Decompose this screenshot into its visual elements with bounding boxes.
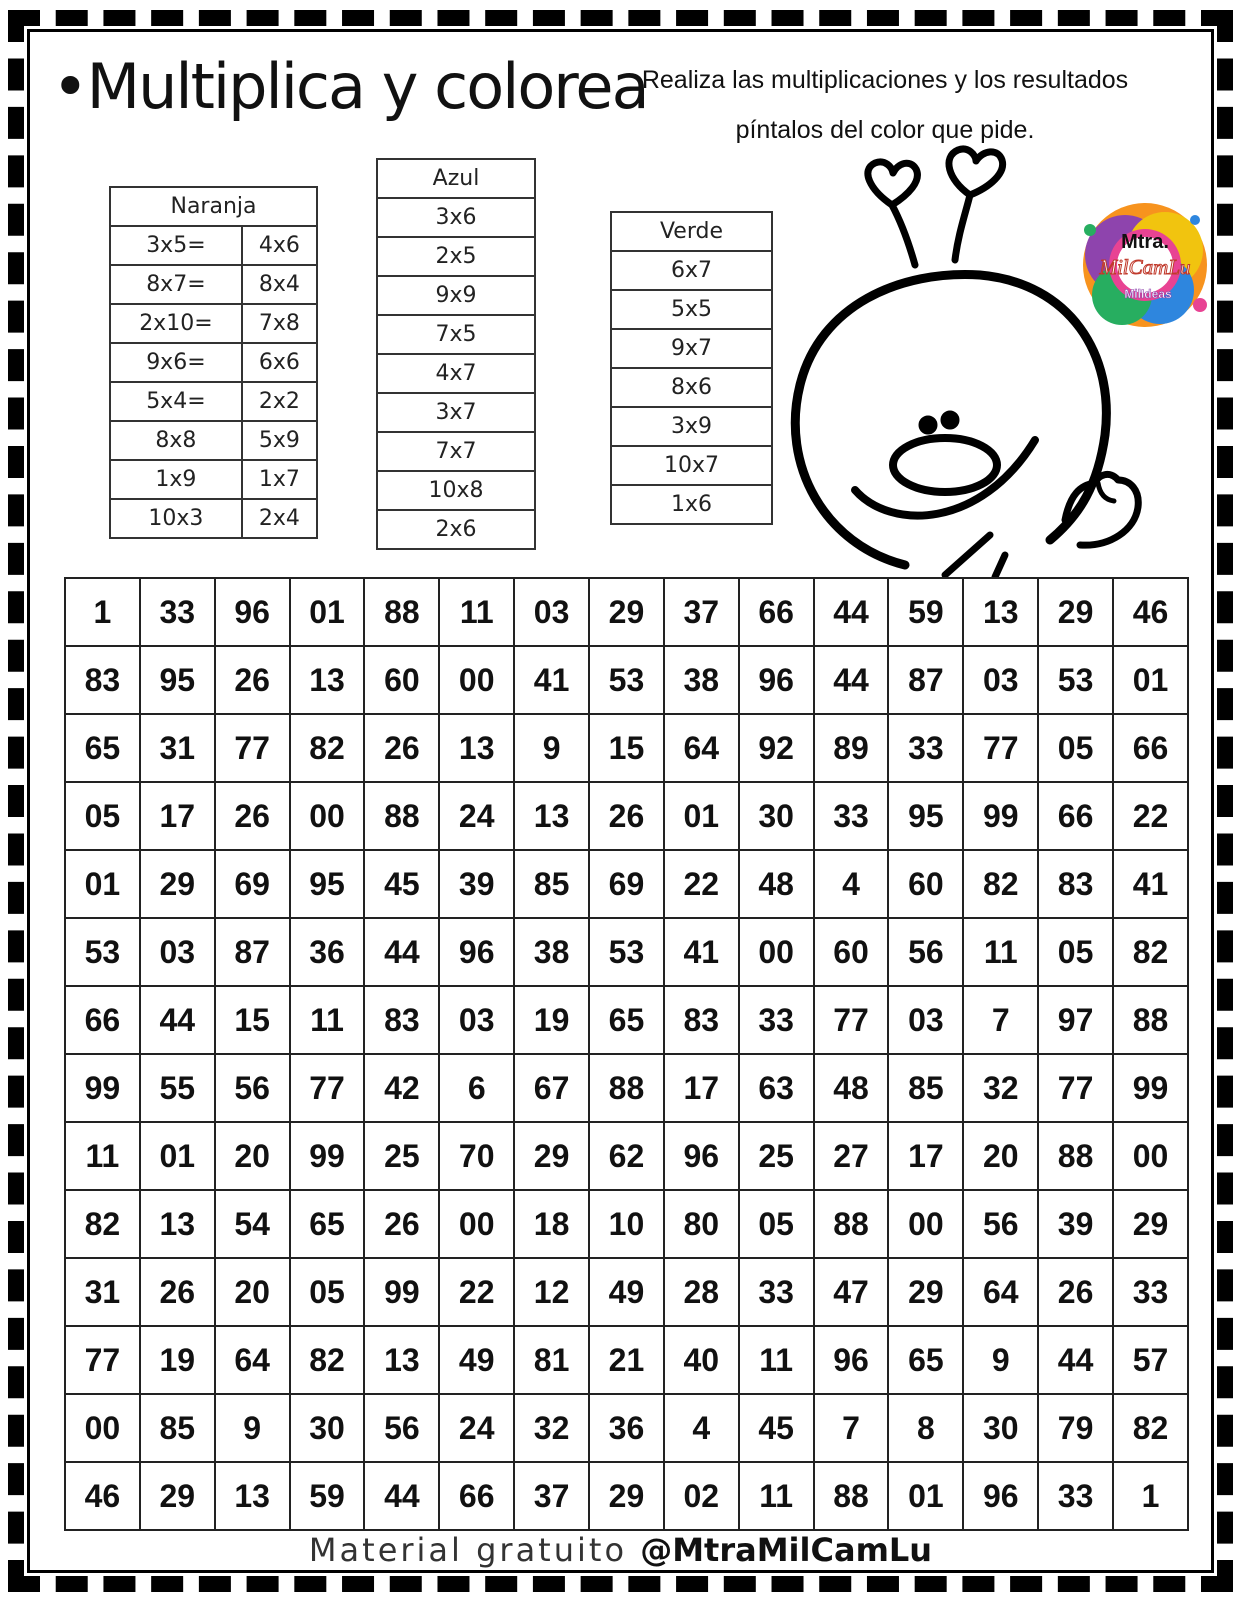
verde-row: [611, 329, 772, 368]
grid-cell[interactable]: 01: [140, 1122, 215, 1190]
grid-cell[interactable]: 44: [140, 986, 215, 1054]
grid-cell[interactable]: 33: [814, 782, 889, 850]
grid-cell[interactable]: 11: [739, 1326, 814, 1394]
grid-cell[interactable]: 77: [814, 986, 889, 1054]
grid-cell[interactable]: 31: [140, 714, 215, 782]
grid-cell[interactable]: 65: [888, 1326, 963, 1394]
grid-cell[interactable]: 69: [589, 850, 664, 918]
grid-cell[interactable]: 99: [364, 1258, 439, 1326]
logo-line2: MilCamLu: [1099, 255, 1191, 279]
grid-cell[interactable]: 17: [664, 1054, 739, 1122]
grid-cell[interactable]: 39: [439, 850, 514, 918]
grid-cell[interactable]: 56: [215, 1054, 290, 1122]
grid-cell[interactable]: 56: [963, 1190, 1038, 1258]
grid-cell[interactable]: 88: [364, 782, 439, 850]
grid-cell[interactable]: 38: [664, 646, 739, 714]
verde-table: [610, 211, 773, 525]
grid-cell[interactable]: 96: [439, 918, 514, 986]
grid-cell[interactable]: 05: [290, 1258, 365, 1326]
grid-cell[interactable]: 15: [215, 986, 290, 1054]
grid-cell[interactable]: 85: [140, 1394, 215, 1462]
grid-cell[interactable]: 60: [814, 918, 889, 986]
azul-cell: 7x7: [377, 432, 535, 471]
grid-cell[interactable]: 13: [140, 1190, 215, 1258]
grid-cell[interactable]: 22: [1113, 782, 1188, 850]
number-grid: [64, 577, 1189, 1531]
grid-cell[interactable]: 47: [814, 1258, 889, 1326]
azul-cell: 2x6: [377, 510, 535, 549]
grid-cell[interactable]: 45: [739, 1394, 814, 1462]
grid-cell[interactable]: 8: [888, 1394, 963, 1462]
grid-cell[interactable]: 66: [1113, 714, 1188, 782]
grid-cell[interactable]: 11: [290, 986, 365, 1054]
naranja-row: [110, 304, 317, 343]
grid-cell[interactable]: 83: [364, 986, 439, 1054]
naranja-row: [110, 382, 317, 421]
grid-cell[interactable]: 26: [215, 646, 290, 714]
verde-row: [611, 290, 772, 329]
grid-cell[interactable]: 44: [814, 578, 889, 646]
grid-cell[interactable]: 88: [814, 1462, 889, 1530]
grid-cell[interactable]: 05: [1038, 714, 1113, 782]
grid-cell[interactable]: 89: [814, 714, 889, 782]
verde-cell: 10x7: [611, 446, 772, 485]
grid-cell[interactable]: 03: [963, 646, 1038, 714]
grid-cell[interactable]: 33: [1038, 1462, 1113, 1530]
naranja-row: [110, 265, 317, 304]
grid-row: [65, 986, 1188, 1054]
grid-cell[interactable]: 40: [664, 1326, 739, 1394]
grid-cell[interactable]: 25: [364, 1122, 439, 1190]
grid-cell[interactable]: 36: [290, 918, 365, 986]
grid-cell[interactable]: 17: [888, 1122, 963, 1190]
grid-cell[interactable]: 33: [739, 1258, 814, 1326]
grid-cell[interactable]: 13: [364, 1326, 439, 1394]
grid-cell[interactable]: 44: [1038, 1326, 1113, 1394]
grid-cell[interactable]: 85: [514, 850, 589, 918]
grid-cell[interactable]: 96: [963, 1462, 1038, 1530]
grid-cell[interactable]: 00: [439, 646, 514, 714]
instructions-text: Realiza las multiplicaciones y los resultados píntalos del color que pide.: [641, 66, 1129, 144]
grid-cell[interactable]: 82: [963, 850, 1038, 918]
grid-cell[interactable]: 66: [439, 1462, 514, 1530]
grid-cell[interactable]: 01: [1113, 646, 1188, 714]
naranja-header: Naranja: [110, 187, 317, 226]
footer-prefix: Material gratuito: [308, 1531, 641, 1569]
naranja-cell: 10x3: [110, 499, 242, 538]
grid-cell[interactable]: 99: [65, 1054, 140, 1122]
grid-row: [65, 1258, 1188, 1326]
azul-cell: 4x7: [377, 354, 535, 393]
grid-cell[interactable]: 45: [364, 850, 439, 918]
naranja-cell: 4x6: [242, 226, 317, 265]
grid-cell[interactable]: 19: [514, 986, 589, 1054]
grid-cell[interactable]: 37: [514, 1462, 589, 1530]
page-title: •Multiplica y colorea: [52, 50, 648, 123]
grid-cell[interactable]: 26: [364, 714, 439, 782]
grid-cell[interactable]: 13: [290, 646, 365, 714]
naranja-cell: 6x6: [242, 343, 317, 382]
grid-cell[interactable]: 83: [1038, 850, 1113, 918]
grid-cell[interactable]: 19: [140, 1326, 215, 1394]
grid-cell[interactable]: 88: [1113, 986, 1188, 1054]
azul-cell: 2x5: [377, 237, 535, 276]
grid-cell[interactable]: 48: [814, 1054, 889, 1122]
grid-cell[interactable]: 13: [215, 1462, 290, 1530]
naranja-row: [110, 343, 317, 382]
grid-cell[interactable]: 20: [215, 1122, 290, 1190]
grid-cell[interactable]: 29: [888, 1258, 963, 1326]
grid-cell[interactable]: 66: [739, 578, 814, 646]
grid-cell[interactable]: 02: [664, 1462, 739, 1530]
grid-cell[interactable]: 69: [215, 850, 290, 918]
grid-cell[interactable]: 00: [739, 918, 814, 986]
grid-cell[interactable]: 82: [290, 714, 365, 782]
grid-row: [65, 1054, 1188, 1122]
grid-row: [65, 1190, 1188, 1258]
naranja-cell: 9x6=: [110, 343, 242, 382]
grid-row: [65, 714, 1188, 782]
grid-cell[interactable]: 33: [888, 714, 963, 782]
grid-cell[interactable]: 11: [963, 918, 1038, 986]
grid-cell[interactable]: 41: [1113, 850, 1188, 918]
azul-cell: 7x5: [377, 315, 535, 354]
verde-cell: 1x6: [611, 485, 772, 524]
grid-cell[interactable]: 11: [439, 578, 514, 646]
grid-cell[interactable]: 03: [140, 918, 215, 986]
grid-cell[interactable]: 28: [664, 1258, 739, 1326]
grid-cell[interactable]: 10: [589, 1190, 664, 1258]
grid-row: [65, 646, 1188, 714]
grid-cell[interactable]: 53: [589, 918, 664, 986]
grid-cell[interactable]: 29: [589, 578, 664, 646]
mtra-milcamlu-logo: [1070, 190, 1220, 340]
grid-cell[interactable]: 00: [888, 1190, 963, 1258]
grid-cell[interactable]: 32: [963, 1054, 1038, 1122]
grid-row: [65, 1122, 1188, 1190]
grid-cell[interactable]: 17: [140, 782, 215, 850]
azul-row: [377, 198, 535, 237]
verde-header: Verde: [611, 212, 772, 251]
grid-cell[interactable]: 20: [963, 1122, 1038, 1190]
naranja-row: [110, 460, 317, 499]
grid-cell[interactable]: 15: [589, 714, 664, 782]
grid-cell[interactable]: 6: [439, 1054, 514, 1122]
grid-cell[interactable]: 44: [364, 1462, 439, 1530]
grid-cell[interactable]: 88: [589, 1054, 664, 1122]
logo-line1: Mtra.: [1121, 231, 1169, 253]
azul-row: [377, 471, 535, 510]
grid-cell[interactable]: 87: [215, 918, 290, 986]
grid-cell[interactable]: 59: [888, 578, 963, 646]
grid-cell[interactable]: 57: [1113, 1326, 1188, 1394]
naranja-row: [110, 226, 317, 265]
grid-cell[interactable]: 82: [1113, 918, 1188, 986]
naranja-cell: 2x2: [242, 382, 317, 421]
grid-cell[interactable]: 32: [514, 1394, 589, 1462]
naranja-cell: 8x8: [110, 421, 242, 460]
grid-cell[interactable]: 70: [439, 1122, 514, 1190]
grid-cell[interactable]: 01: [290, 578, 365, 646]
grid-cell[interactable]: 33: [739, 986, 814, 1054]
azul-header: Azul: [377, 159, 535, 198]
grid-cell[interactable]: 37: [664, 578, 739, 646]
azul-row: [377, 354, 535, 393]
grid-cell[interactable]: 56: [364, 1394, 439, 1462]
grid-cell[interactable]: 30: [290, 1394, 365, 1462]
grid-cell[interactable]: 4: [814, 850, 889, 918]
grid-cell[interactable]: 53: [1038, 646, 1113, 714]
grid-cell[interactable]: 20: [215, 1258, 290, 1326]
grid-cell[interactable]: 64: [215, 1326, 290, 1394]
grid-cell[interactable]: 53: [65, 918, 140, 986]
grid-cell[interactable]: 9: [514, 714, 589, 782]
grid-cell[interactable]: 03: [888, 986, 963, 1054]
grid-cell[interactable]: 59: [290, 1462, 365, 1530]
grid-cell[interactable]: 29: [140, 850, 215, 918]
grid-cell[interactable]: 96: [215, 578, 290, 646]
grid-cell[interactable]: 82: [1113, 1394, 1188, 1462]
grid-cell[interactable]: 85: [888, 1054, 963, 1122]
grid-cell[interactable]: 05: [739, 1190, 814, 1258]
grid-cell[interactable]: 7: [814, 1394, 889, 1462]
grid-cell[interactable]: 82: [290, 1326, 365, 1394]
grid-cell[interactable]: 38: [514, 918, 589, 986]
grid-cell[interactable]: 26: [364, 1190, 439, 1258]
naranja-cell: 5x9: [242, 421, 317, 460]
grid-cell[interactable]: 99: [290, 1122, 365, 1190]
grid-cell[interactable]: 03: [514, 578, 589, 646]
grid-cell[interactable]: 49: [439, 1326, 514, 1394]
grid-cell[interactable]: 30: [739, 782, 814, 850]
grid-cell[interactable]: 83: [65, 646, 140, 714]
naranja-cell: 8x7=: [110, 265, 242, 304]
grid-cell[interactable]: 33: [140, 578, 215, 646]
naranja-cell: 2x4: [242, 499, 317, 538]
grid-cell[interactable]: 01: [65, 850, 140, 918]
grid-cell[interactable]: 99: [963, 782, 1038, 850]
grid-cell[interactable]: 31: [65, 1258, 140, 1326]
grid-cell[interactable]: 05: [65, 782, 140, 850]
grid-cell[interactable]: 95: [888, 782, 963, 850]
grid-cell[interactable]: 29: [1038, 578, 1113, 646]
grid-row: [65, 918, 1188, 986]
grid-cell[interactable]: 00: [290, 782, 365, 850]
grid-cell[interactable]: 48: [739, 850, 814, 918]
naranja-cell: 2x10=: [110, 304, 242, 343]
grid-cell[interactable]: 24: [439, 782, 514, 850]
grid-cell[interactable]: 9: [963, 1326, 1038, 1394]
grid-cell[interactable]: 1: [1113, 1462, 1188, 1530]
grid-cell[interactable]: 65: [65, 714, 140, 782]
grid-cell[interactable]: 79: [1038, 1394, 1113, 1462]
naranja-row: [110, 499, 317, 538]
grid-cell[interactable]: 22: [664, 850, 739, 918]
azul-row: [377, 237, 535, 276]
grid-cell[interactable]: 29: [140, 1462, 215, 1530]
grid-row: [65, 1462, 1188, 1530]
azul-row: [377, 315, 535, 354]
grid-cell[interactable]: 65: [290, 1190, 365, 1258]
grid-cell[interactable]: 56: [888, 918, 963, 986]
verde-cell: 5x5: [611, 290, 772, 329]
grid-cell[interactable]: 26: [589, 782, 664, 850]
grid-cell[interactable]: 46: [1113, 578, 1188, 646]
grid-cell[interactable]: 44: [814, 646, 889, 714]
grid-cell[interactable]: 01: [664, 782, 739, 850]
grid-cell[interactable]: 27: [814, 1122, 889, 1190]
grid-cell[interactable]: 96: [739, 646, 814, 714]
grid-cell[interactable]: 80: [664, 1190, 739, 1258]
grid-cell[interactable]: 01: [888, 1462, 963, 1530]
grid-cell[interactable]: 42: [364, 1054, 439, 1122]
grid-cell[interactable]: 03: [439, 986, 514, 1054]
grid-cell[interactable]: 66: [65, 986, 140, 1054]
grid-cell[interactable]: 88: [364, 578, 439, 646]
grid-cell[interactable]: 30: [963, 1394, 1038, 1462]
grid-cell[interactable]: 96: [814, 1326, 889, 1394]
verde-row: [611, 485, 772, 524]
grid-cell[interactable]: 82: [65, 1190, 140, 1258]
naranja-table: [109, 186, 318, 539]
grid-cell[interactable]: 77: [65, 1326, 140, 1394]
grid-cell[interactable]: 62: [589, 1122, 664, 1190]
grid-row: [65, 782, 1188, 850]
verde-row: [611, 251, 772, 290]
grid-cell[interactable]: 83: [664, 986, 739, 1054]
naranja-cell: 5x4=: [110, 382, 242, 421]
grid-cell[interactable]: 65: [589, 986, 664, 1054]
grid-cell[interactable]: 12: [514, 1258, 589, 1326]
grid-cell[interactable]: 29: [589, 1462, 664, 1530]
grid-cell[interactable]: 88: [1038, 1122, 1113, 1190]
grid-cell[interactable]: 60: [364, 646, 439, 714]
logo-line3: MilIdeas: [1124, 287, 1172, 301]
grid-row: [65, 578, 1188, 646]
grid-cell[interactable]: 29: [1113, 1190, 1188, 1258]
grid-cell[interactable]: 49: [589, 1258, 664, 1326]
grid-cell[interactable]: 95: [290, 850, 365, 918]
azul-row: [377, 276, 535, 315]
grid-cell[interactable]: 00: [439, 1190, 514, 1258]
grid-cell[interactable]: 46: [65, 1462, 140, 1530]
grid-cell[interactable]: 95: [140, 646, 215, 714]
grid-cell[interactable]: 36: [589, 1394, 664, 1462]
footer-handle: @MtraMilCamLu: [640, 1531, 933, 1569]
grid-cell[interactable]: 99: [1113, 1054, 1188, 1122]
naranja-cell: 8x4: [242, 265, 317, 304]
grid-cell[interactable]: 00: [1113, 1122, 1188, 1190]
grid-cell[interactable]: 13: [439, 714, 514, 782]
azul-cell: 3x7: [377, 393, 535, 432]
grid-cell[interactable]: 77: [215, 714, 290, 782]
grid-row: [65, 1394, 1188, 1462]
grid-cell[interactable]: 05: [1038, 918, 1113, 986]
grid-cell[interactable]: 4: [664, 1394, 739, 1462]
azul-cell: 10x8: [377, 471, 535, 510]
grid-cell[interactable]: 66: [1038, 782, 1113, 850]
naranja-row: [110, 421, 317, 460]
naranja-cell: 3x5=: [110, 226, 242, 265]
grid-cell[interactable]: 26: [1038, 1258, 1113, 1326]
grid-row: [65, 850, 1188, 918]
grid-cell[interactable]: 53: [589, 646, 664, 714]
azul-row: [377, 510, 535, 549]
grid-cell[interactable]: 24: [439, 1394, 514, 1462]
grid-cell[interactable]: 21: [589, 1326, 664, 1394]
grid-cell[interactable]: 41: [664, 918, 739, 986]
grid-cell[interactable]: 22: [439, 1258, 514, 1326]
grid-cell[interactable]: 44: [364, 918, 439, 986]
grid-cell[interactable]: 92: [739, 714, 814, 782]
grid-cell[interactable]: 88: [814, 1190, 889, 1258]
verde-row: [611, 407, 772, 446]
grid-cell[interactable]: 67: [514, 1054, 589, 1122]
grid-cell[interactable]: 77: [1038, 1054, 1113, 1122]
footer: [0, 1531, 1241, 1569]
grid-cell[interactable]: 26: [215, 782, 290, 850]
grid-cell[interactable]: 9: [215, 1394, 290, 1462]
grid-cell[interactable]: 00: [65, 1394, 140, 1462]
azul-row: [377, 432, 535, 471]
verde-cell: 9x7: [611, 329, 772, 368]
grid-cell[interactable]: 33: [1113, 1258, 1188, 1326]
azul-cell: 3x6: [377, 198, 535, 237]
grid-cell[interactable]: 11: [65, 1122, 140, 1190]
verde-row: [611, 368, 772, 407]
grid-cell[interactable]: 13: [514, 782, 589, 850]
grid-cell[interactable]: 87: [888, 646, 963, 714]
grid-cell[interactable]: 97: [1038, 986, 1113, 1054]
naranja-cell: 7x8: [242, 304, 317, 343]
grid-cell[interactable]: 26: [140, 1258, 215, 1326]
azul-row: [377, 393, 535, 432]
naranja-cell: 1x7: [242, 460, 317, 499]
verde-cell: 6x7: [611, 251, 772, 290]
verde-row: [611, 446, 772, 485]
grid-cell[interactable]: 96: [664, 1122, 739, 1190]
grid-cell[interactable]: 7: [963, 986, 1038, 1054]
grid-cell[interactable]: 55: [140, 1054, 215, 1122]
naranja-cell: 1x9: [110, 460, 242, 499]
grid-cell[interactable]: 54: [215, 1190, 290, 1258]
verde-cell: 8x6: [611, 368, 772, 407]
grid-cell[interactable]: 29: [514, 1122, 589, 1190]
grid-cell[interactable]: 64: [664, 714, 739, 782]
grid-cell[interactable]: 81: [514, 1326, 589, 1394]
grid-row: [65, 1326, 1188, 1394]
grid-cell[interactable]: 41: [514, 646, 589, 714]
grid-cell[interactable]: 39: [1038, 1190, 1113, 1258]
grid-cell[interactable]: 60: [888, 850, 963, 918]
grid-cell[interactable]: 11: [739, 1462, 814, 1530]
verde-cell: 3x9: [611, 407, 772, 446]
grid-cell[interactable]: 25: [739, 1122, 814, 1190]
grid-cell[interactable]: 18: [514, 1190, 589, 1258]
grid-cell[interactable]: 77: [963, 714, 1038, 782]
grid-cell[interactable]: 63: [739, 1054, 814, 1122]
grid-cell[interactable]: 64: [963, 1258, 1038, 1326]
grid-cell[interactable]: 1: [65, 578, 140, 646]
azul-table: [376, 158, 536, 550]
grid-cell[interactable]: 77: [290, 1054, 365, 1122]
grid-cell[interactable]: 13: [963, 578, 1038, 646]
azul-cell: 9x9: [377, 276, 535, 315]
